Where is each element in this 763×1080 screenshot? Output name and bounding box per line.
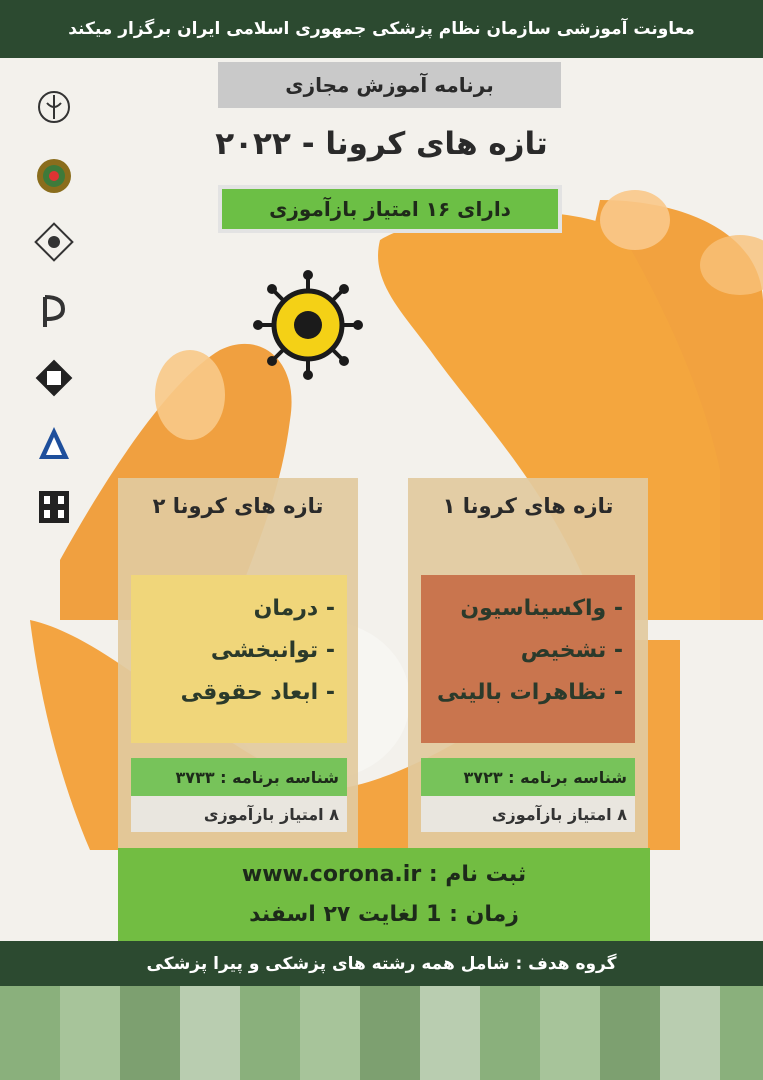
course-card-title: تازه های کرونا ۱ xyxy=(442,494,614,518)
topic-item: - واکسیناسیون xyxy=(460,595,623,621)
registration-url[interactable]: ثبت نام : www.corona.ir xyxy=(241,861,527,887)
program-code: شناسه برنامه : ۳۷۲۳ xyxy=(421,758,635,796)
tehran-university-icon xyxy=(33,357,75,403)
islamic-azad-university-icon xyxy=(33,421,75,467)
footer-photo-strip xyxy=(0,986,763,1080)
organizer-banner: معاونت آموزشی سازمان نظام پزشکی جمهوری اسلامی ایران برگزار میکند xyxy=(0,0,763,58)
shahid-beheshti-university-icon xyxy=(33,485,75,531)
course-card-title: تازه های کرونا ۲ xyxy=(152,494,324,518)
topic-item: - درمان xyxy=(253,595,335,621)
rehabilitation-university-icon xyxy=(33,289,75,335)
medical-council-emblem-icon xyxy=(33,85,75,131)
topic-item: - توانبخشی xyxy=(210,637,335,663)
military-medical-emblem-icon xyxy=(33,153,75,199)
target-group-banner: گروه هدف : شامل همه رشته های پزشکی و پیرا پزشکی xyxy=(0,941,763,986)
topics-list xyxy=(421,575,635,743)
program-code: شناسه برنامه : ۳۷۳۳ xyxy=(131,758,347,796)
topic-item: - تشخیص xyxy=(520,637,623,663)
course-card-2 xyxy=(118,478,358,848)
course-card-1 xyxy=(408,478,648,848)
topic-item: - تظاهرات بالینی xyxy=(437,679,623,705)
registration-time: زمان : 1 لغایت ۲۷ اسفند xyxy=(249,901,519,927)
card-points: ۸ امتیاز بازآموزی xyxy=(131,796,347,832)
topics-list xyxy=(131,575,347,743)
registration-box xyxy=(118,848,650,941)
sidebar-logos xyxy=(25,85,75,531)
topic-item: - ابعاد حقوقی xyxy=(180,679,335,705)
university-emblem-icon xyxy=(33,221,75,267)
card-points: ۸ امتیاز بازآموزی xyxy=(421,796,635,832)
total-points-badge: دارای ۱۶ امتیاز بازآموزی xyxy=(218,185,562,233)
page-title: تازه های کرونا - ۲۰۲۲ xyxy=(215,126,548,162)
program-type-label: برنامه آموزش مجازی xyxy=(218,62,561,108)
